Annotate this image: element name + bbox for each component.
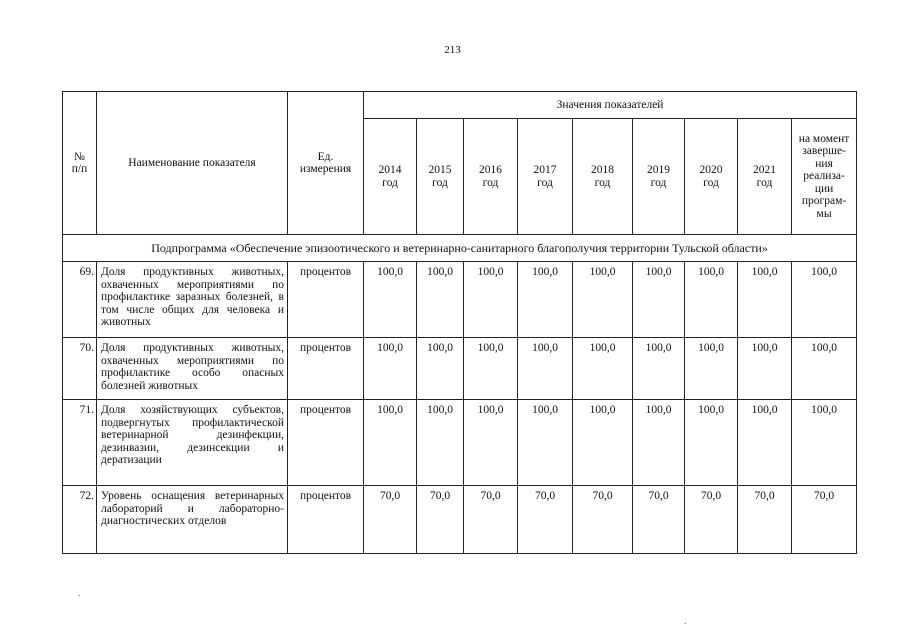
indicator-value: 100,0: [573, 338, 633, 400]
data-rows: [63, 262, 857, 554]
indicator-unit: процентов: [288, 486, 364, 554]
header-unit: Ед. измерения: [288, 92, 364, 235]
header-row-top: [63, 92, 857, 119]
header-year-2015: 2015 год: [417, 119, 464, 235]
header-year-2016: 2016 год: [464, 119, 518, 235]
row-number: 72.: [63, 486, 97, 554]
header-year-2018: 2018 год: [573, 119, 633, 235]
header-year-2019: 2019 год: [633, 119, 685, 235]
indicator-value: 100,0: [792, 338, 857, 400]
indicator-value: 70,0: [464, 486, 518, 554]
indicator-value: 100,0: [364, 262, 417, 338]
indicator-value: 100,0: [417, 400, 464, 486]
indicator-value: 100,0: [685, 262, 738, 338]
indicator-value: 100,0: [685, 338, 738, 400]
indicator-value: 100,0: [633, 262, 685, 338]
subprogram-title: Подпрограмма «Обеспечение эпизоотического и ветеринарно-санитарного благополучия территории Тульской области»: [63, 235, 857, 262]
indicator-value: 100,0: [792, 262, 857, 338]
indicator-value: 100,0: [464, 338, 518, 400]
indicator-value: 70,0: [364, 486, 417, 554]
indicator-value: 100,0: [738, 338, 792, 400]
indicator-value: 70,0: [685, 486, 738, 554]
indicator-value: 100,0: [464, 262, 518, 338]
header-name: Наименование показателя: [97, 92, 288, 235]
indicator-value: 100,0: [573, 262, 633, 338]
indicator-value: 70,0: [792, 486, 857, 554]
table-row: [63, 400, 857, 486]
page-number: 213: [444, 44, 461, 56]
header-year-2017: 2017 год: [518, 119, 573, 235]
table-row: [63, 262, 857, 338]
stray-mark: .: [78, 588, 81, 599]
indicator-value: 100,0: [633, 338, 685, 400]
indicator-value: 100,0: [364, 338, 417, 400]
header-final: на момент заверше- ния реализа- ции програм- мы: [792, 119, 857, 235]
row-number: 70.: [63, 338, 97, 400]
header-year-2020: 2020 год: [685, 119, 738, 235]
header-values-group: Значения показателей: [364, 92, 857, 119]
indicator-value: 100,0: [417, 262, 464, 338]
indicator-value: 100,0: [633, 400, 685, 486]
row-number: 69.: [63, 262, 97, 338]
row-number: 71.: [63, 400, 97, 486]
header-year-2021: 2021 год: [738, 119, 792, 235]
indicator-value: 70,0: [573, 486, 633, 554]
indicator-value: 100,0: [738, 400, 792, 486]
indicator-value: 70,0: [633, 486, 685, 554]
indicator-name: Доля хозяйствующих субъектов, подвергнутых профилактической ветеринарной дезинфекции, дезинвазии, дезинсекции и дератизации: [97, 400, 288, 486]
indicator-value: 100,0: [518, 338, 573, 400]
indicator-value: 100,0: [792, 400, 857, 486]
indicator-value: 100,0: [573, 400, 633, 486]
indicator-value: 100,0: [417, 338, 464, 400]
subprogram-row: [63, 235, 857, 262]
indicator-value: 100,0: [518, 400, 573, 486]
indicator-name: Доля продуктивных животных, охваченных мероприятиями по профилактике особо опасных болезней животных: [97, 338, 288, 400]
indicator-value: 100,0: [518, 262, 573, 338]
indicators-table: [62, 91, 857, 554]
indicator-name: Доля продуктивных животных, охваченных мероприятиями по профилактике заразных болезней, в том числе общих для человека и животных: [97, 262, 288, 338]
table-row: [63, 486, 857, 554]
indicator-value: 100,0: [464, 400, 518, 486]
indicator-value: 70,0: [738, 486, 792, 554]
indicator-unit: процентов: [288, 338, 364, 400]
indicator-unit: процентов: [288, 400, 364, 486]
indicator-value: 70,0: [417, 486, 464, 554]
indicator-value: 70,0: [518, 486, 573, 554]
indicator-value: 100,0: [685, 400, 738, 486]
indicator-name: Уровень оснащения ветеринарных лабораторий и лабораторно-диагностических отделов: [97, 486, 288, 554]
indicator-value: 100,0: [364, 400, 417, 486]
table-row: [63, 338, 857, 400]
header-num: № п/п: [63, 92, 97, 235]
header-year-2014: 2014 год: [364, 119, 417, 235]
indicator-unit: процентов: [288, 262, 364, 338]
indicator-value: 100,0: [738, 262, 792, 338]
stray-mark: .: [684, 616, 687, 627]
